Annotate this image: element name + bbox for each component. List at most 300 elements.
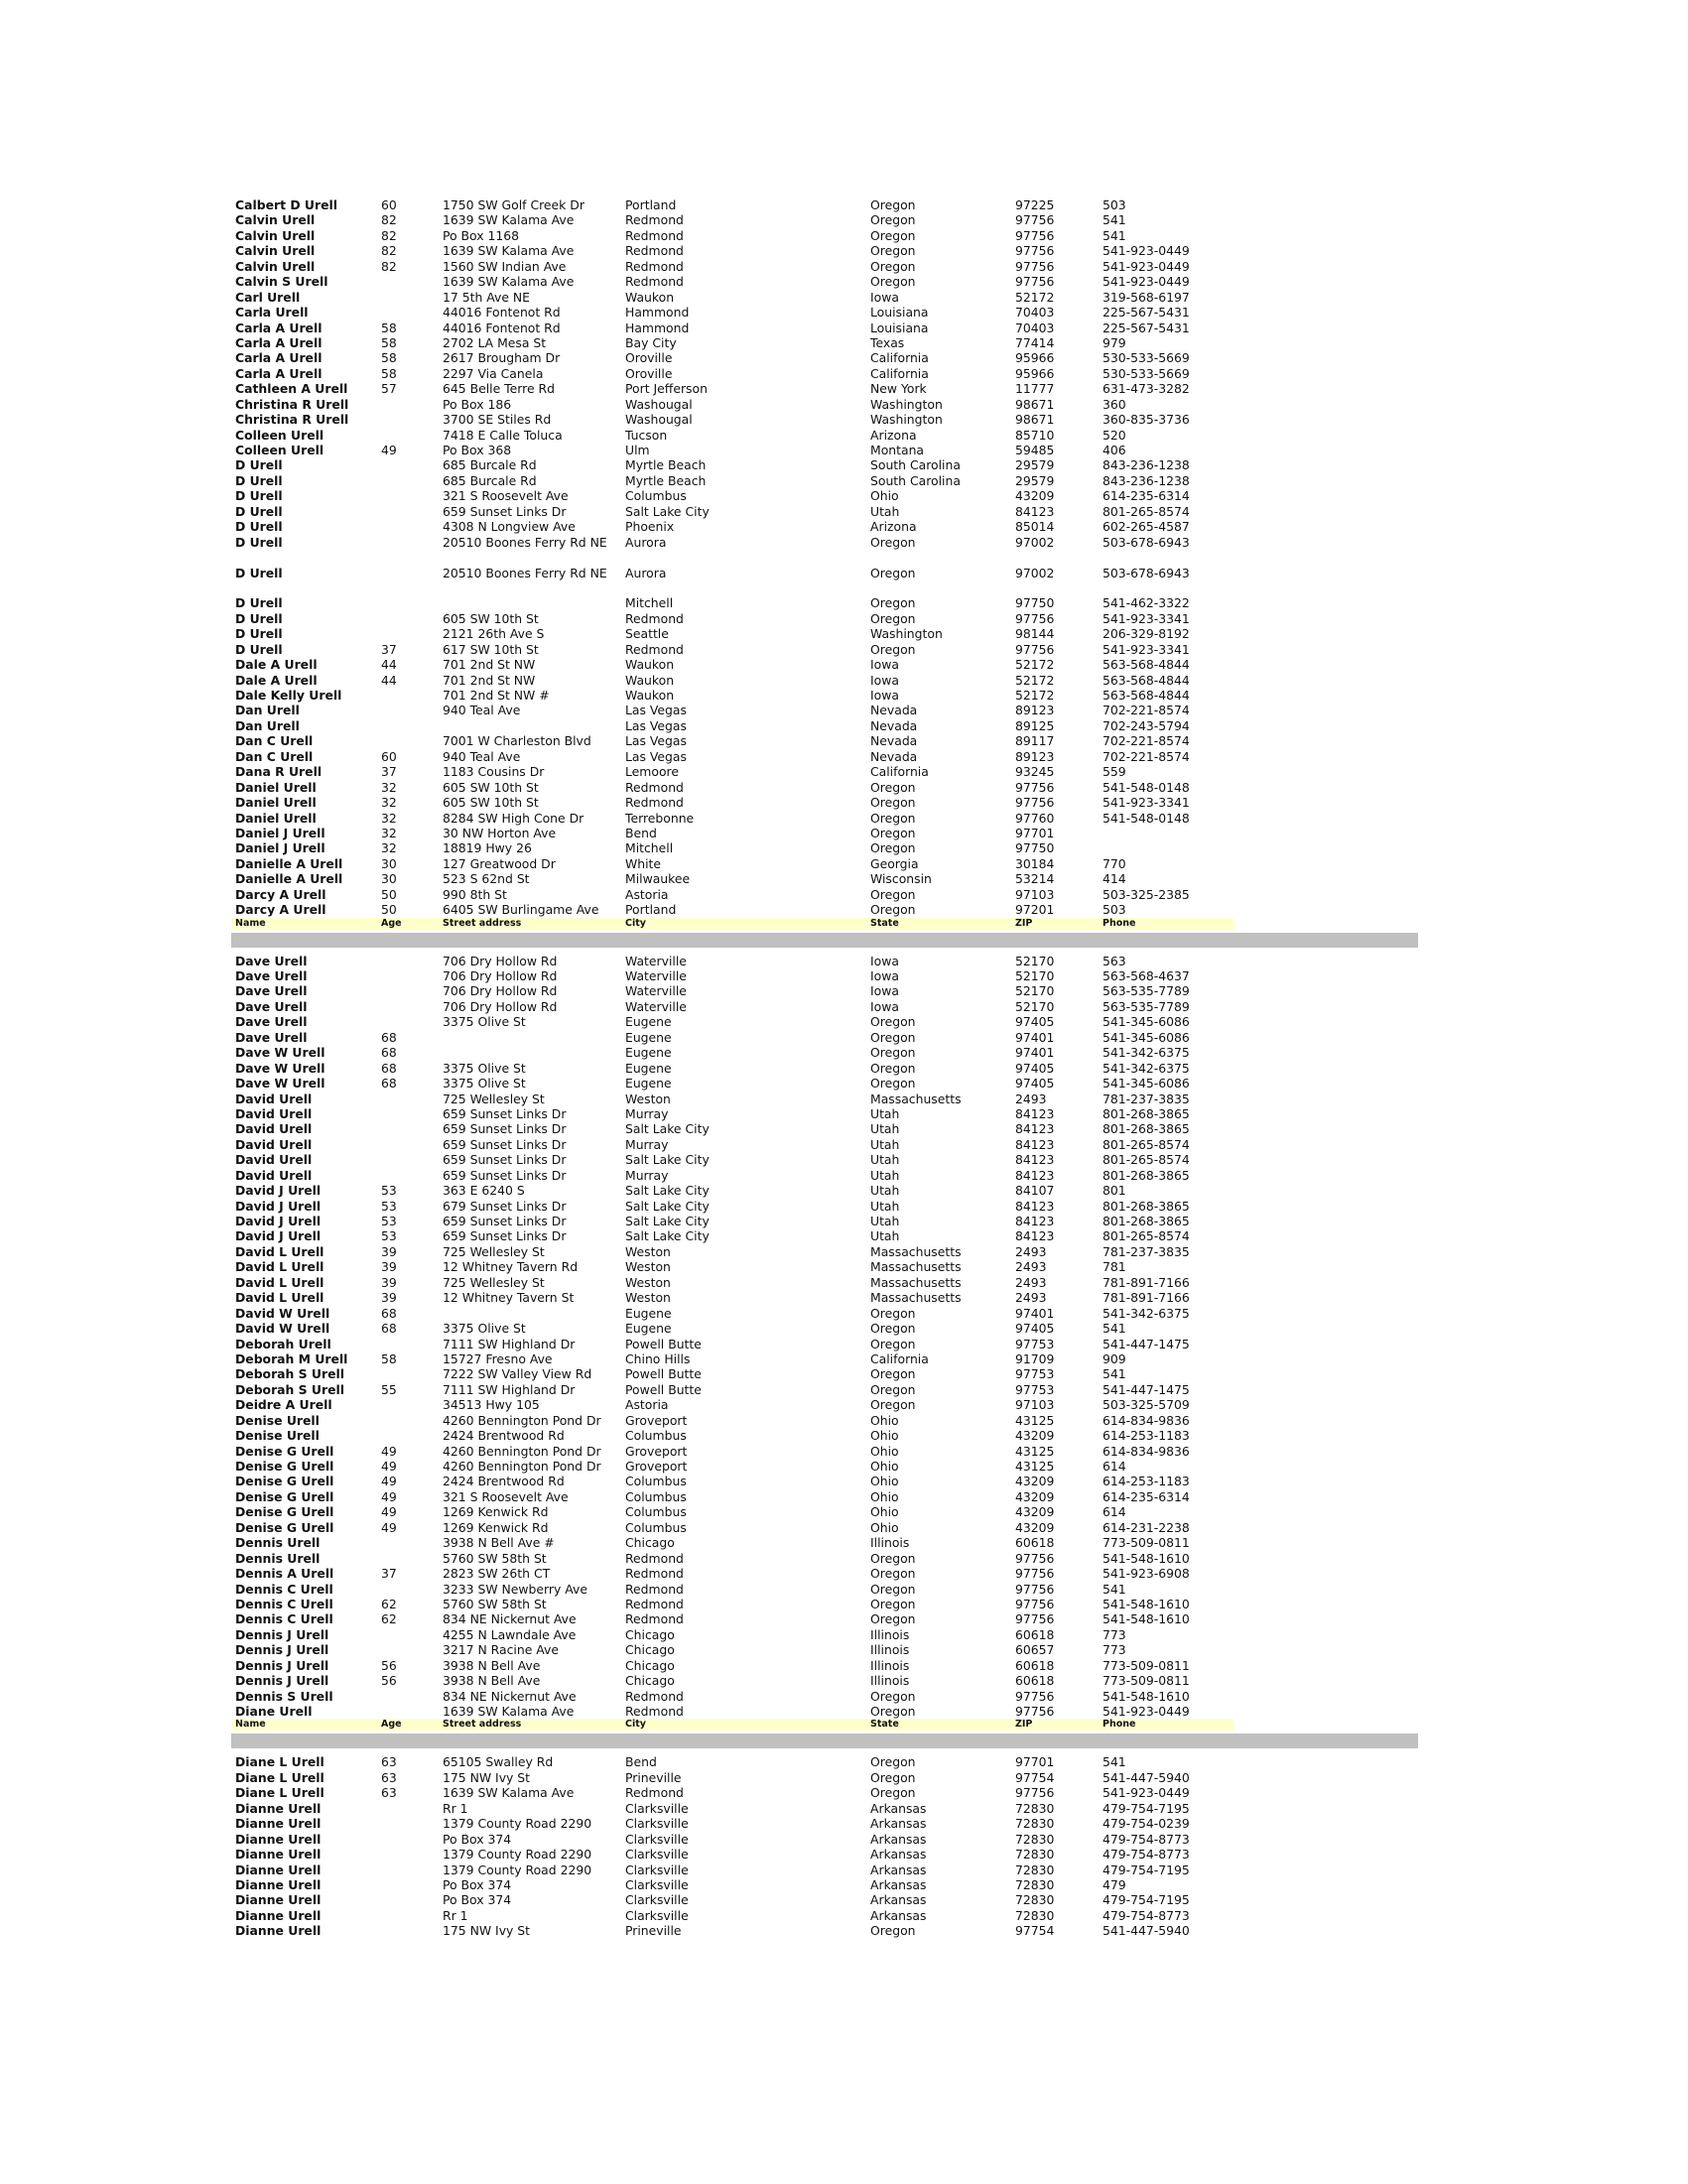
cell-zip: 97756	[1015, 795, 1055, 811]
cell-city: Lemoore	[625, 764, 679, 780]
cell-age: 82	[381, 212, 397, 228]
cell-phone: 843-236-1238	[1103, 457, 1190, 473]
cell-zip: 43209	[1015, 488, 1055, 504]
cell-name: David Urell	[235, 1152, 313, 1168]
cell-city: Redmond	[625, 795, 684, 811]
cell-name: Dave W Urell	[235, 1076, 325, 1092]
cell-zip: 70403	[1015, 305, 1055, 321]
cell-city: Washougal	[625, 412, 693, 428]
cell-age: 58	[381, 334, 397, 350]
table-row	[231, 999, 1418, 1014]
cell-city: Salt Lake City	[625, 1121, 710, 1137]
cell-street: 679 Sunset Links Dr	[443, 1198, 567, 1214]
cell-phone: 781-891-7166	[1103, 1274, 1190, 1290]
cell-zip: 84123	[1015, 1228, 1055, 1244]
cell-state: Iowa	[870, 657, 899, 673]
cell-phone: 781	[1103, 1259, 1126, 1275]
cell-age: 56	[381, 1673, 397, 1689]
cell-phone: 541-923-6908	[1103, 1566, 1190, 1582]
cell-age: 63	[381, 1769, 397, 1785]
cell-city: Washougal	[625, 396, 693, 412]
cell-street: Po Box 374	[443, 1831, 512, 1847]
cell-state: Oregon	[870, 1550, 916, 1566]
cell-state: Washington	[870, 412, 943, 428]
cell-city: Redmond	[625, 212, 684, 228]
page-separator	[231, 933, 1418, 948]
cell-city: Eugene	[625, 1045, 672, 1061]
cell-zip: 97753	[1015, 1381, 1055, 1397]
header-name: Name	[235, 1719, 266, 1731]
cell-zip: 97002	[1015, 565, 1055, 580]
table-row	[231, 1121, 1418, 1136]
cell-zip: 84123	[1015, 1121, 1055, 1137]
cell-state: Oregon	[870, 840, 916, 856]
cell-state: Oregon	[870, 1076, 916, 1092]
cell-name: Denise G Urell	[235, 1488, 334, 1504]
cell-street: 725 Wellesley St	[443, 1091, 545, 1106]
cell-zip: 97201	[1015, 902, 1055, 918]
table-row	[231, 1306, 1418, 1321]
cell-name: Diane L Urell	[235, 1769, 325, 1785]
cell-name: Dale A Urell	[235, 672, 318, 688]
cell-zip: 84123	[1015, 1152, 1055, 1168]
table-row	[231, 1489, 1418, 1504]
cell-name: Deidre A Urell	[235, 1397, 332, 1413]
cell-zip: 72830	[1015, 1847, 1055, 1863]
cell-state: Oregon	[870, 1045, 916, 1061]
cell-street: 706 Dry Hollow Rd	[443, 953, 558, 968]
cell-phone: 225-567-5431	[1103, 305, 1190, 321]
cell-phone: 479-754-7195	[1103, 1862, 1190, 1877]
cell-phone: 773-509-0811	[1103, 1657, 1190, 1673]
table-row	[231, 1566, 1418, 1581]
cell-state: Oregon	[870, 227, 916, 243]
cell-zip: 97756	[1015, 274, 1055, 290]
table-row	[231, 457, 1418, 472]
cell-name: Dianne Urell	[235, 1923, 322, 1939]
header-street: Street address	[443, 1719, 522, 1731]
cell-zip: 97405	[1015, 1321, 1055, 1337]
cell-zip: 97756	[1015, 1704, 1055, 1719]
table-row	[231, 703, 1418, 717]
cell-state: Oregon	[870, 779, 916, 795]
cell-zip: 43125	[1015, 1412, 1055, 1428]
cell-phone: 479-754-7195	[1103, 1892, 1190, 1908]
cell-state: Arkansas	[870, 1816, 927, 1832]
cell-state: Oregon	[870, 258, 916, 274]
cell-zip: 97753	[1015, 1366, 1055, 1382]
cell-phone: 541-447-1475	[1103, 1381, 1190, 1397]
cell-city: Salt Lake City	[625, 1183, 710, 1199]
cell-name: Carl Urell	[235, 289, 301, 305]
cell-city: Eugene	[625, 1029, 672, 1045]
cell-street: 4255 N Lawndale Ave	[443, 1626, 577, 1642]
cell-city: Prineville	[625, 1769, 682, 1785]
cell-state: Utah	[870, 1152, 900, 1168]
cell-phone: 702-221-8574	[1103, 703, 1190, 718]
cell-name: Danielle A Urell	[235, 855, 343, 871]
table-row	[231, 274, 1418, 289]
cell-name: D Urell	[235, 457, 283, 473]
cell-state: Ohio	[870, 1488, 899, 1504]
table-row	[231, 1168, 1418, 1183]
cell-zip: 97401	[1015, 1305, 1055, 1321]
cell-age: 49	[381, 1519, 397, 1535]
cell-zip: 72830	[1015, 1816, 1055, 1832]
table-row	[231, 1045, 1418, 1060]
table-row	[231, 504, 1418, 519]
cell-city: Groveport	[625, 1412, 688, 1428]
table-row	[231, 1382, 1418, 1397]
table-row	[231, 1785, 1418, 1800]
cell-city: Tucson	[625, 427, 668, 443]
cell-state: Nevada	[870, 703, 918, 718]
cell-state: Ohio	[870, 1459, 899, 1474]
cell-street: 940 Teal Ave	[443, 748, 521, 764]
cell-city: Prineville	[625, 1923, 682, 1939]
cell-name: Diane Urell	[235, 1704, 313, 1719]
cell-zip: 2493	[1015, 1243, 1047, 1259]
cell-state: Arkansas	[870, 1831, 927, 1847]
table-row	[231, 1428, 1418, 1443]
cell-state: Arkansas	[870, 1847, 927, 1863]
cell-state: Oregon	[870, 1321, 916, 1337]
cell-age: 62	[381, 1611, 397, 1627]
cell-state: South Carolina	[870, 472, 961, 488]
cell-phone: 479	[1103, 1876, 1126, 1892]
cell-city: Murray	[625, 1105, 669, 1121]
table-row	[231, 1199, 1418, 1214]
cell-phone: 541-462-3322	[1103, 595, 1190, 611]
table-row	[231, 290, 1418, 305]
cell-phone: 541-548-1610	[1103, 1611, 1190, 1627]
cell-zip: 70403	[1015, 320, 1055, 335]
cell-zip: 84123	[1015, 1198, 1055, 1214]
cell-name: Dan C Urell	[235, 733, 314, 749]
cell-zip: 43209	[1015, 1488, 1055, 1504]
cell-state: Oregon	[870, 1611, 916, 1627]
cell-phone: 614-253-1183	[1103, 1428, 1190, 1444]
cell-state: Washington	[870, 626, 943, 642]
cell-name: Dave Urell	[235, 1029, 308, 1045]
cell-city: Waterville	[625, 968, 687, 983]
cell-phone: 530-533-5669	[1103, 350, 1190, 366]
cell-phone: 503-678-6943	[1103, 534, 1190, 550]
table-row	[231, 856, 1418, 871]
table-row	[231, 321, 1418, 335]
cell-city: Phoenix	[625, 519, 675, 535]
cell-city: Bay City	[625, 334, 677, 350]
cell-zip: 97756	[1015, 1581, 1055, 1597]
cell-phone: 559	[1103, 764, 1126, 780]
cell-age: 44	[381, 672, 397, 688]
cell-zip: 97756	[1015, 1566, 1055, 1582]
cell-name: Dennis C Urell	[235, 1596, 333, 1611]
cell-city: Port Jefferson	[625, 381, 708, 397]
table-row	[231, 1014, 1418, 1029]
cell-phone: 614-235-6314	[1103, 488, 1190, 504]
cell-name: Denise G Urell	[235, 1519, 334, 1535]
cell-phone: 520	[1103, 427, 1126, 443]
cell-zip: 52170	[1015, 998, 1055, 1014]
table-row	[231, 1459, 1418, 1474]
cell-name: Dianne Urell	[235, 1907, 322, 1923]
cell-street: 3938 N Bell Ave #	[443, 1535, 555, 1551]
cell-zip: 29579	[1015, 457, 1055, 473]
cell-phone: 541	[1103, 1754, 1126, 1770]
cell-street: Po Box 374	[443, 1876, 512, 1892]
cell-phone: 614	[1103, 1459, 1126, 1474]
cell-street: Po Box 1168	[443, 227, 520, 243]
cell-city: Columbus	[625, 1519, 687, 1535]
cell-state: Oregon	[870, 641, 916, 657]
table-row	[231, 1275, 1418, 1290]
cell-zip: 29579	[1015, 472, 1055, 488]
cell-zip: 52172	[1015, 672, 1055, 688]
cell-name: Diane L Urell	[235, 1785, 325, 1801]
cell-street: 1560 SW Indian Ave	[443, 258, 567, 274]
cell-phone: 360-835-3736	[1103, 412, 1190, 428]
cell-street: 3233 SW Newberry Ave	[443, 1581, 587, 1597]
cell-age: 49	[381, 1443, 397, 1459]
cell-street: 605 SW 10th St	[443, 795, 539, 811]
cell-phone: 563-568-4844	[1103, 657, 1190, 673]
table-row	[231, 1183, 1418, 1198]
cell-phone: 801-268-3865	[1103, 1214, 1190, 1228]
cell-city: Salt Lake City	[625, 1214, 710, 1228]
cell-name: Calvin Urell	[235, 258, 316, 274]
cell-name: D Urell	[235, 534, 283, 550]
cell-name: D Urell	[235, 595, 283, 611]
cell-phone: 541	[1103, 227, 1126, 243]
cell-name: Deborah M Urell	[235, 1350, 348, 1366]
table-row	[231, 1877, 1418, 1892]
cell-state: Massachusetts	[870, 1259, 962, 1275]
cell-state: California	[870, 350, 929, 366]
cell-city: Bend	[625, 1754, 657, 1770]
cell-phone: 614-253-1183	[1103, 1474, 1190, 1489]
cell-city: Weston	[625, 1259, 671, 1275]
table-row	[231, 1321, 1418, 1336]
cell-street: 659 Sunset Links Dr	[443, 1136, 567, 1152]
cell-name: Dan Urell	[235, 717, 300, 733]
cell-name: Denise G Urell	[235, 1459, 334, 1474]
table-row	[231, 1658, 1418, 1673]
cell-name: Carla A Urell	[235, 350, 323, 366]
cell-age: 37	[381, 1566, 397, 1582]
cell-zip: 97756	[1015, 610, 1055, 626]
column-header-row	[231, 1719, 1234, 1731]
cell-name: Dana R Urell	[235, 764, 323, 780]
cell-age: 49	[381, 443, 397, 457]
cell-age: 68	[381, 1321, 397, 1337]
cell-city: Powell Butte	[625, 1336, 702, 1351]
cell-name: David J Urell	[235, 1198, 322, 1214]
cell-street: Po Box 186	[443, 396, 512, 412]
table-row	[231, 1816, 1418, 1831]
table-row	[231, 335, 1418, 350]
blank-row	[231, 550, 1418, 565]
cell-name: Daniel Urell	[235, 779, 317, 795]
table-row	[231, 366, 1418, 381]
cell-city: White	[625, 855, 662, 871]
cell-name: Denise Urell	[235, 1428, 320, 1444]
table-row	[231, 566, 1418, 580]
cell-street: 321 S Roosevelt Ave	[443, 1488, 569, 1504]
cell-street: 3375 Olive St	[443, 1014, 526, 1030]
cell-street: 2297 Via Canela	[443, 365, 544, 381]
cell-state: Oregon	[870, 1060, 916, 1076]
cell-street: 659 Sunset Links Dr	[443, 1152, 567, 1168]
cell-state: Arkansas	[870, 1876, 927, 1892]
cell-name: Dennis C Urell	[235, 1581, 333, 1597]
cell-name: David Urell	[235, 1167, 313, 1183]
header-city: City	[625, 917, 646, 929]
cell-street: 18819 Hwy 26	[443, 840, 532, 856]
cell-phone: 503-325-2385	[1103, 886, 1190, 902]
cell-state: Nevada	[870, 733, 918, 749]
cell-phone: 843-236-1238	[1103, 472, 1190, 488]
cell-state: Illinois	[870, 1626, 910, 1642]
cell-age: 39	[381, 1290, 397, 1306]
cell-zip: 98671	[1015, 412, 1055, 428]
cell-age: 32	[381, 840, 397, 856]
cell-zip: 89123	[1015, 748, 1055, 764]
cell-name: Carla A Urell	[235, 334, 323, 350]
cell-zip: 97701	[1015, 1754, 1055, 1770]
cell-city: Salt Lake City	[625, 503, 710, 519]
table-row	[231, 397, 1418, 412]
cell-state: Oregon	[870, 1381, 916, 1397]
cell-street: 659 Sunset Links Dr	[443, 1167, 567, 1183]
cell-phone: 541-923-3341	[1103, 795, 1190, 811]
cell-zip: 97225	[1015, 197, 1055, 212]
cell-zip: 11777	[1015, 381, 1055, 397]
cell-phone: 541-342-6375	[1103, 1045, 1190, 1061]
cell-zip: 52170	[1015, 983, 1055, 999]
cell-zip: 2493	[1015, 1259, 1047, 1275]
cell-name: Dianne Urell	[235, 1892, 322, 1908]
table-row	[231, 780, 1418, 795]
cell-state: Oregon	[870, 1336, 916, 1351]
cell-city: Salt Lake City	[625, 1198, 710, 1214]
cell-city: Portland	[625, 902, 677, 918]
cell-state: Oregon	[870, 1688, 916, 1704]
table-row	[231, 1259, 1418, 1274]
cell-zip: 97754	[1015, 1923, 1055, 1939]
cell-state: Nevada	[870, 748, 918, 764]
cell-phone: 563-568-4637	[1103, 968, 1190, 983]
cell-phone: 503	[1103, 902, 1126, 918]
cell-city: Redmond	[625, 1596, 684, 1611]
cell-state: Oregon	[870, 1397, 916, 1413]
cell-name: David L Urell	[235, 1243, 325, 1259]
table-row	[231, 1244, 1418, 1259]
cell-street: 44016 Fontenot Rd	[443, 305, 561, 321]
cell-name: Calvin Urell	[235, 227, 316, 243]
table-row	[231, 1597, 1418, 1611]
cell-city: Powell Butte	[625, 1381, 702, 1397]
cell-city: Waukon	[625, 657, 675, 673]
cell-state: Utah	[870, 1105, 900, 1121]
cell-street: 65105 Swalley Rd	[443, 1754, 554, 1770]
cell-age: 68	[381, 1305, 397, 1321]
cell-state: Oregon	[870, 274, 916, 290]
cell-state: Louisiana	[870, 320, 929, 335]
cell-state: Iowa	[870, 672, 899, 688]
cell-state: Utah	[870, 1228, 900, 1244]
cell-state: Arkansas	[870, 1862, 927, 1877]
cell-city: Waterville	[625, 998, 687, 1014]
cell-name: Dan Urell	[235, 703, 300, 718]
cell-phone: 614-235-6314	[1103, 1488, 1190, 1504]
cell-name: D Urell	[235, 472, 283, 488]
cell-state: California	[870, 365, 929, 381]
table-row	[231, 954, 1418, 968]
cell-state: Oregon	[870, 1581, 916, 1597]
cell-name: Dave Urell	[235, 983, 308, 999]
cell-state: Oregon	[870, 1596, 916, 1611]
cell-city: Redmond	[625, 1785, 684, 1801]
cell-zip: 43209	[1015, 1519, 1055, 1535]
cell-street: 659 Sunset Links Dr	[443, 503, 567, 519]
cell-age: 55	[381, 1381, 397, 1397]
cell-name: Calbert D Urell	[235, 197, 337, 212]
cell-street: 725 Wellesley St	[443, 1274, 545, 1290]
cell-phone: 781-891-7166	[1103, 1290, 1190, 1306]
cell-city: Myrtle Beach	[625, 457, 707, 473]
cell-street: 659 Sunset Links Dr	[443, 1214, 567, 1228]
cell-state: Iowa	[870, 953, 899, 968]
cell-street: 363 E 6240 S	[443, 1183, 525, 1199]
cell-state: Iowa	[870, 688, 899, 703]
header-street: Street address	[443, 917, 522, 929]
table-row	[231, 1704, 1418, 1719]
cell-phone: 563-568-4844	[1103, 688, 1190, 703]
cell-city: Groveport	[625, 1443, 688, 1459]
cell-phone: 541	[1103, 1321, 1126, 1337]
cell-name: David W Urell	[235, 1305, 330, 1321]
cell-phone: 770	[1103, 855, 1126, 871]
cell-zip: 43209	[1015, 1504, 1055, 1520]
cell-city: Waukon	[625, 289, 675, 305]
cell-phone: 541-447-5940	[1103, 1769, 1190, 1785]
table-row	[231, 626, 1418, 641]
cell-city: Mitchell	[625, 595, 674, 611]
table-row	[231, 228, 1418, 243]
cell-city: Waterville	[625, 953, 687, 968]
cell-state: Oregon	[870, 1029, 916, 1045]
cell-city: Eugene	[625, 1321, 672, 1337]
cell-zip: 93245	[1015, 764, 1055, 780]
cell-phone: 541-923-3341	[1103, 610, 1190, 626]
cell-state: Oregon	[870, 1305, 916, 1321]
cell-zip: 97103	[1015, 1397, 1055, 1413]
cell-phone: 541-923-0449	[1103, 274, 1190, 290]
cell-name: Dianne Urell	[235, 1862, 322, 1877]
cell-state: Oregon	[870, 902, 916, 918]
cell-street: 1379 County Road 2290	[443, 1816, 592, 1832]
table-row	[231, 642, 1418, 657]
cell-city: Terrebonne	[625, 810, 695, 826]
cell-name: Dennis Urell	[235, 1550, 321, 1566]
cell-street: 685 Burcale Rd	[443, 457, 537, 473]
cell-age: 32	[381, 825, 397, 840]
cell-phone: 614-834-9836	[1103, 1443, 1190, 1459]
cell-street: 659 Sunset Links Dr	[443, 1121, 567, 1137]
cell-street: 1183 Cousins Dr	[443, 764, 545, 780]
cell-state: Utah	[870, 1214, 900, 1228]
